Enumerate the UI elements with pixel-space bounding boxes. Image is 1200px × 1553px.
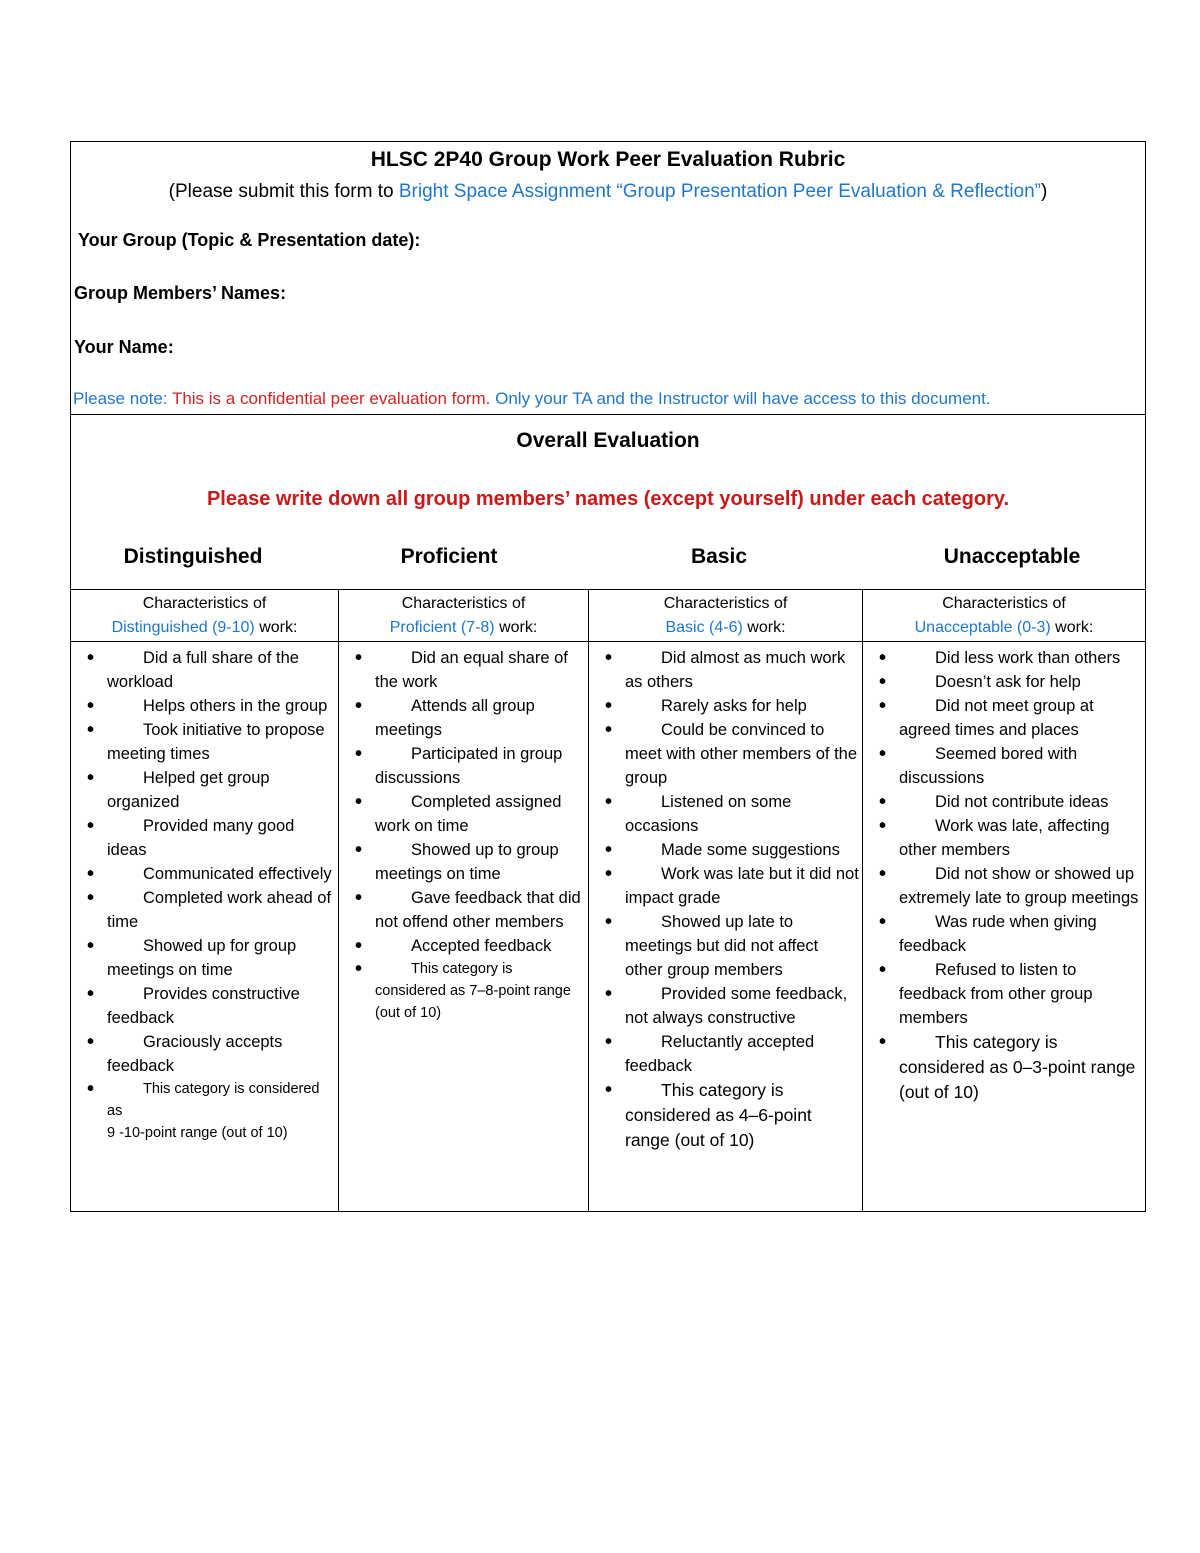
list-item: • Provides constructive feedback — [107, 982, 336, 1030]
char-prefix: Characteristics of — [663, 595, 788, 612]
rubric-table — [70, 141, 1146, 1212]
list-item: • Listened on some occasions — [625, 790, 860, 838]
list-item: • Work was late, affecting other members — [899, 814, 1143, 862]
column-header — [863, 590, 1145, 642]
range-note-line-2: 9 -10-point range (out of 10) — [107, 1125, 288, 1141]
column-header — [71, 590, 338, 642]
note-access: Only your TA and the Instructor will have access to this document. — [490, 389, 991, 408]
list-item: • Rarely asks for help — [625, 694, 860, 718]
list-item: • Took initiative to propose meeting times — [107, 718, 336, 766]
list-item: • Participated in group discussions — [375, 742, 586, 790]
page-title: HLSC 2P40 Group Work Peer Evaluation Rubric — [370, 148, 846, 171]
list-item: • Did a full share of the workload — [107, 646, 336, 694]
char-level-line — [863, 616, 1145, 640]
overall-evaluation — [71, 415, 1145, 590]
note-confidential: This is a confidential peer evaluation form. — [171, 389, 491, 408]
note-prefix: Please note: — [73, 389, 172, 408]
list-item: • Could be convinced to meet with other members of the group — [625, 718, 860, 790]
category-proficient: Proficient — [400, 545, 498, 568]
criteria-list — [71, 642, 338, 1144]
char-prefix: Characteristics of — [942, 595, 1066, 612]
char-level-line — [589, 616, 862, 640]
criteria-grid — [71, 590, 1145, 1211]
char-prefix: Characteristics of — [401, 595, 526, 612]
list-item: • Did not contribute ideas — [899, 790, 1143, 814]
column-unacceptable — [863, 590, 1145, 1211]
list-item: • Attends all group meetings — [375, 694, 586, 742]
char-suffix: work: — [1050, 619, 1094, 636]
column-header — [589, 590, 862, 642]
group-topic-label: Your Group (Topic & Presentation date): — [78, 230, 421, 250]
brightspace-assignment-link[interactable]: Bright Space Assignment “Group Presentation Peer Evaluation & Reflection” — [398, 181, 1041, 202]
range-note: • This category is considered as 7–8-point range (out of 10) — [375, 958, 586, 1024]
list-item: • Seemed bored with discussions — [899, 742, 1143, 790]
list-item: • Helps others in the group — [107, 694, 336, 718]
list-item: • Completed work ahead of time — [107, 886, 336, 934]
list-item: • Made some suggestions — [625, 838, 860, 862]
char-level: Basic (4-6) — [665, 619, 743, 636]
overall-title: Overall Evaluation — [516, 429, 700, 452]
list-item: • Doesn’t ask for help — [899, 670, 1143, 694]
submission-suffix: ) — [1041, 181, 1048, 202]
category-distinguished: Distinguished — [123, 545, 263, 568]
column-distinguished — [71, 590, 339, 1211]
list-item: • Provided some feedback, not always constructive — [625, 982, 860, 1030]
list-item: • Showed up late to meetings but did not affect other group members — [625, 910, 860, 982]
overall-instruction: Please write down all group members’ names (except yourself) under each category. — [206, 488, 1010, 510]
list-item: • Did less work than others — [899, 646, 1143, 670]
char-level: Proficient (7-8) — [389, 619, 495, 636]
list-item: • Reluctantly accepted feedback — [625, 1030, 860, 1078]
category-basic: Basic — [690, 545, 748, 568]
list-item: • Did an equal share of the work — [375, 646, 586, 694]
char-suffix: work: — [742, 619, 786, 636]
criteria-list — [589, 642, 862, 1153]
list-item: • Refused to listen to feedback from other group members — [899, 958, 1143, 1030]
list-item: • Showed up to group meetings on time — [375, 838, 586, 886]
list-item: • Did almost as much work as others — [625, 646, 860, 694]
column-basic — [589, 590, 863, 1211]
criteria-list — [863, 642, 1145, 1105]
form-header — [71, 142, 1145, 415]
category-unacceptable: Unacceptable — [943, 545, 1081, 568]
list-item: • Accepted feedback — [375, 934, 586, 958]
char-prefix: Characteristics of — [142, 595, 267, 612]
list-item: • Did not meet group at agreed times and places — [899, 694, 1143, 742]
char-level-line — [339, 616, 588, 640]
range-note-line-1: This category is considered as — [107, 1081, 320, 1119]
confidentiality-note — [73, 389, 991, 409]
group-members-label: Group Members’ Names: — [74, 283, 287, 303]
char-level: Distinguished (9-10) — [111, 619, 255, 636]
list-item: • Graciously accepts feedback — [107, 1030, 336, 1078]
list-item: • Completed assigned work on time — [375, 790, 586, 838]
column-header — [339, 590, 588, 642]
list-item: • Communicated effectively — [107, 862, 336, 886]
list-item: • Was rude when giving feedback — [899, 910, 1143, 958]
char-level-line — [71, 616, 338, 640]
list-item: • Gave feedback that did not offend other members — [375, 886, 586, 934]
list-item: • This category is considered as 4–6-point range (out of 10) — [625, 1078, 860, 1153]
criteria-list — [339, 642, 588, 1024]
list-item: • This category is considered as 0–3-point range (out of 10) — [899, 1030, 1143, 1105]
submission-prefix: (Please submit this form to — [168, 181, 399, 202]
list-item: • Helped get group organized — [107, 766, 336, 814]
char-suffix: work: — [494, 619, 538, 636]
list-item: • Work was late but it did not impact grade — [625, 862, 860, 910]
list-item: • Provided many good ideas — [107, 814, 336, 862]
column-proficient — [339, 590, 589, 1211]
char-suffix: work: — [254, 619, 298, 636]
list-item: • Showed up for group meetings on time — [107, 934, 336, 982]
list-item: • Did not show or showed up extremely late to group meetings — [899, 862, 1143, 910]
char-level: Unacceptable (0-3) — [914, 619, 1051, 636]
your-name-label: Your Name: — [74, 337, 174, 357]
range-note — [107, 1078, 336, 1144]
submission-instruction — [71, 181, 1145, 203]
